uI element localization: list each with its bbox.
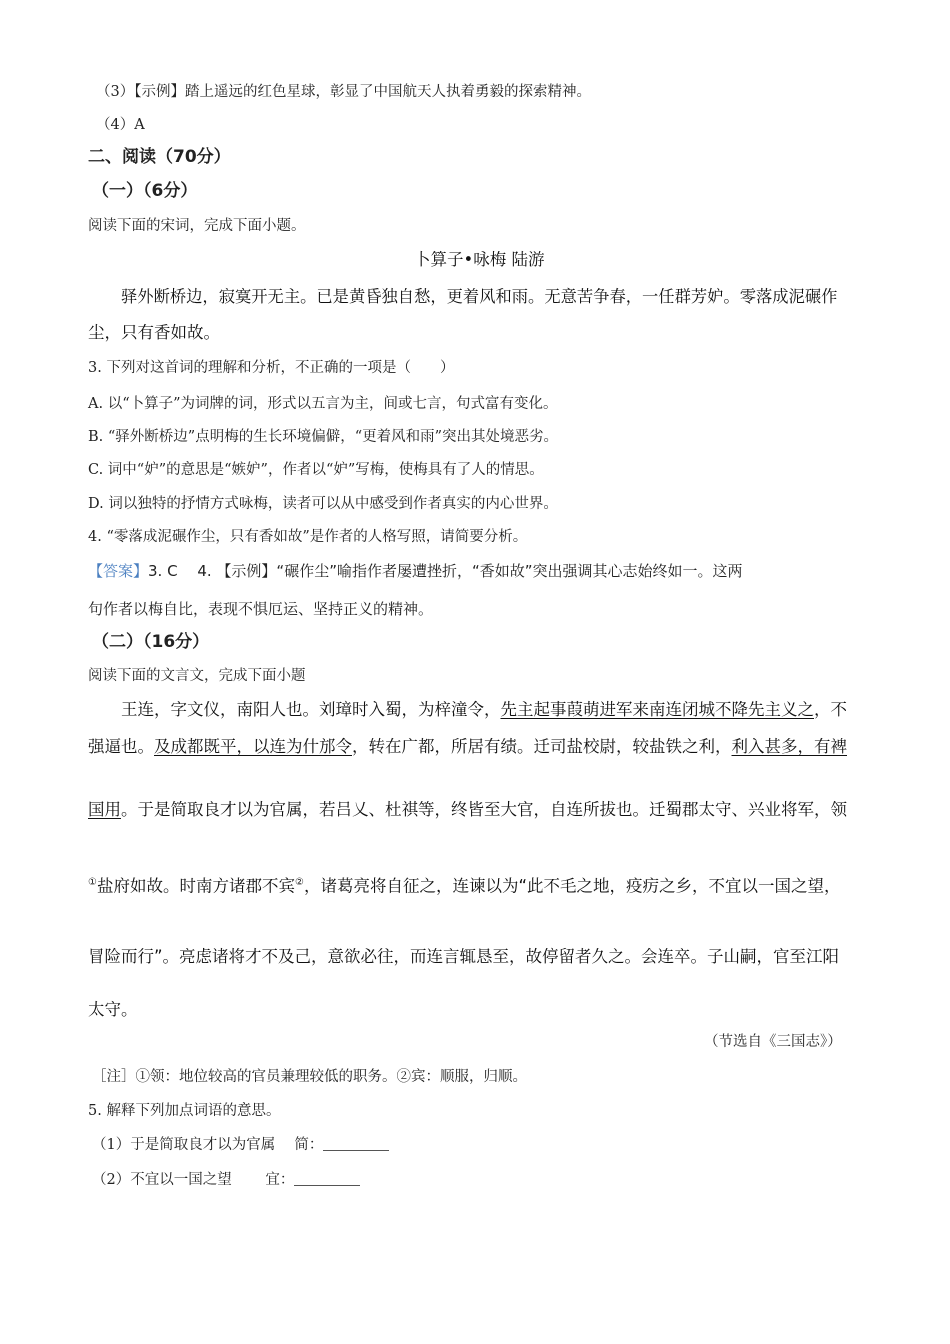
passage-line-5: 冒险而行”。亮虑诸将才不及己，意欲必往，而连言辄恳至，故停留者久之。会连卒。子山嗣，官至江阳 — [88, 947, 840, 966]
passage-notes: ［注］①领：地位较高的官员兼理较低的职务。②宾：顺服，归顺。 — [92, 1069, 527, 1085]
answer-label: 【答案】 — [88, 562, 149, 580]
answer-blank-1[interactable] — [323, 1136, 389, 1151]
passage-source: （节选自《三国志》） — [704, 1034, 842, 1050]
dotted-word-yi: 宜 — [144, 1172, 160, 1188]
passage-line-4: ①盐府如故。时南方诸郡不宾②，诸葛亮将自征之，连谏以为“此不毛之地，疫疠之乡，不宜以一国之望， — [88, 876, 841, 896]
option-c: C. 词中“妒”的意思是“嫉妒”，作者以“妒”写梅，使梅具有了人的情思。 — [88, 462, 544, 478]
option-a: A. 以“卜算子”为词牌的词，形式以五言为主，间或七言，句式富有变化。 — [88, 396, 558, 412]
passage-underlined-sentence-2: 利入甚多，有裨 — [731, 737, 847, 756]
option-d: D. 词以独特的抒情方式咏梅，读者可以从中感受到作者真实的内心世界。 — [88, 496, 558, 512]
option-b: B. “驿外断桥边”点明梅的生长环境偏僻，“更着风和雨”突出其处境恶劣。 — [88, 429, 559, 445]
passage-underlined-sentence-1: 及成都既平，以连为什邡令 — [154, 737, 352, 756]
passage-line-2: 强逼也。及成都既平，以连为什邡令，转在广都，所居有绩。迁司盐校尉，较盐铁之利，利入甚多，有裨 — [88, 737, 847, 756]
part-two-title: （二）（16分） — [92, 632, 210, 652]
part-one-title: （一）（6分） — [92, 181, 198, 201]
question-5: 5. 解释下列加点词语的意思。 — [88, 1103, 281, 1119]
note-marker-1: ① — [88, 877, 97, 888]
q5-item-2: （2）不宜以一国之望 宜： — [92, 1170, 360, 1190]
question-3: 3. 下列对这首词的理解和分析，不正确的一项是（ ） — [88, 360, 455, 376]
dotted-word-jian: 简 — [159, 1137, 174, 1153]
part-two-instruction: 阅读下面的文言文，完成下面小题 — [88, 668, 306, 684]
passage-line-6: 太守。 — [88, 1000, 138, 1019]
passage-line-3: 国用。于是简取良才以为官属，若吕乂、杜祺等，终皆至大官，自连所拔也。迁蜀郡太守、兴业将军，领 — [88, 800, 847, 819]
poem-title: 卜算子•咏梅 陆游 — [414, 250, 545, 269]
passage-underlined-sentence-2-end: 国用 — [88, 800, 121, 819]
part-one-instruction: 阅读下面的宋词，完成下面小题。 — [88, 218, 306, 234]
answer-line-1 — [88, 561, 743, 581]
q4-answer-line: （4）A — [96, 117, 145, 133]
poem-line-2: 尘，只有香如故。 — [88, 323, 220, 342]
passage-unpunctuated-sentence: 先主起事葭萌进军来南连闭城不降先主义之 — [500, 700, 814, 719]
question-4: 4. “零落成泥碾作尘，只有香如故”是作者的人格写照，请简要分析。 — [88, 529, 528, 545]
passage-line-1: 王连，字文仪，南阳人也。刘璋时入蜀，为梓潼令，先主起事葭萌进军来南连闭城不降先主义之，不 — [121, 700, 847, 719]
section-two-title: 二、阅读（70分） — [88, 147, 231, 167]
note-marker-2: ② — [294, 877, 304, 888]
q3-answer-line: （3）【示例】踏上遥远的红色星球，彰显了中国航天人执着勇毅的探索精神。 — [96, 84, 591, 100]
q5-item-1: （1）于是简取良才以为官属 简： — [92, 1135, 389, 1155]
answer-line-2: 句作者以梅自比，表现不惧厄运、坚持正义的精神。 — [88, 600, 434, 618]
answer-text-1: 3. C 4. 【示例】“碾作尘”喻指作者屡遭挫折，“香如故”突出强调其心志始终如一。这两 — [148, 562, 743, 580]
answer-blank-2[interactable] — [294, 1171, 360, 1186]
poem-line-1: 驿外断桥边，寂寞开无主。已是黄昏独自愁，更着风和雨。无意苦争春，一任群芳妒。零落成泥碾作 — [121, 287, 838, 306]
